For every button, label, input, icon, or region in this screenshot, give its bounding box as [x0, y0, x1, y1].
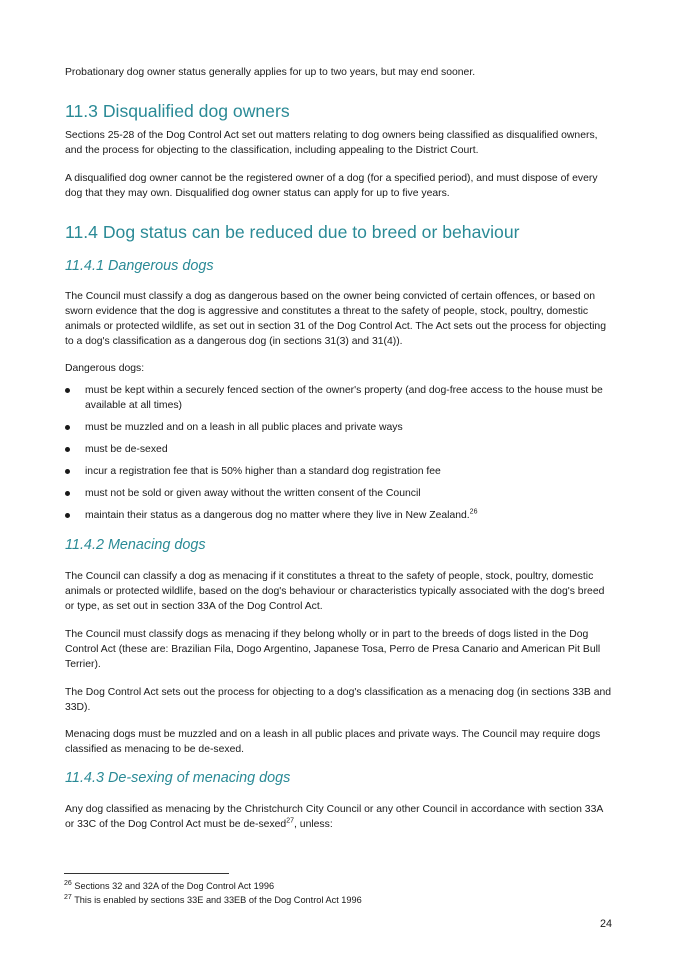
- dangerous-dogs-list: [64, 383, 612, 523]
- footnote-number: 26: [64, 879, 72, 887]
- paragraph-text-end: , unless:: [294, 819, 333, 830]
- list-item-text: must be muzzled and on a leash in all public places and private ways: [85, 422, 403, 433]
- footnote: [64, 880, 274, 892]
- list-item: [64, 442, 612, 457]
- paragraph-11-4-2-1: The Council can classify a dog as menacing if it constitutes a threat to the safety of people, stock, poultry, domestic animals or protected wildlife, based on the dog's behaviour or characteristics typically associated with the dog's breed or type, as set out in section 33A of the Dog Control Act.: [65, 571, 605, 612]
- list-item: [64, 383, 612, 413]
- paragraph-11-4-2-3: The Dog Control Act sets out the process for objecting to a dog's classification as a menacing dog (in sections 33B and 33D).: [65, 687, 612, 713]
- subheading-11-4-2: 11.4.2 Menacing dogs: [65, 537, 206, 553]
- footnote-number: 27: [64, 893, 72, 901]
- footnote-divider: [64, 873, 229, 874]
- list-item-text: must not be sold or given away without the written consent of the Council: [85, 488, 421, 499]
- page-number: 24: [599, 918, 612, 930]
- footnote-text: Sections 32 and 32A of the Dog Control Act 1996: [74, 881, 275, 891]
- list-item-text: maintain their status as a dangerous dog no matter where they live in New Zealand.: [85, 510, 470, 521]
- list-item: [64, 420, 612, 435]
- footnote-ref[interactable]: 27: [286, 817, 295, 825]
- intro-paragraph: Probationary dog owner status generally applies for up to two years, but may end sooner.: [65, 67, 476, 78]
- footnote-ref[interactable]: 26: [469, 508, 478, 516]
- list-item: [64, 508, 612, 523]
- paragraph-11-4-2-2: The Council must classify dogs as menacing if they belong wholly or in part to the breeds of dogs listed in the Dog Control Act (these are: Brazilian Fila, Dogo Argentino, Japanese Tosa, Perro de Presa Canario and American Pit Bull Terrier).: [65, 629, 601, 670]
- paragraph-11-4-1: The Council must classify a dog as dangerous based on the owner being convicted of certain offences, or based on sworn evidence that the dog is aggressive and constitutes a threat to the safety of people, stock, poultry, domestic animals or protected wildlife, as set out in section 31 of the Dog Control Act. The Act sets out the process for objecting to a dog's classification as a dangerous dog (in sections 31(3) and 31(4)).: [65, 291, 606, 347]
- subheading-11-4-1: 11.4.1 Dangerous dogs: [65, 258, 214, 274]
- footnote: [64, 894, 362, 906]
- list-intro: Dangerous dogs:: [65, 363, 145, 374]
- section-heading-11-4: 11.4 Dog status can be reduced due to breed or behaviour: [65, 222, 520, 242]
- list-item: [64, 464, 612, 479]
- section-heading-11-3: 11.3 Disqualified dog owners: [65, 101, 290, 121]
- paragraph-text: Any dog classified as menacing by the Christchurch City Council or any other Council in accordance with section 33A or 33C of the Dog Control Act must be de-sexed: [65, 804, 603, 830]
- paragraph-11-4-2-4: Menacing dogs must be muzzled and on a leash in all public places and private ways. The Council may require dogs classified as menacing to be de-sexed.: [65, 729, 601, 755]
- subheading-11-4-3: 11.4.3 De-sexing of menacing dogs: [65, 770, 291, 786]
- paragraph-11-4-3: [65, 802, 613, 832]
- list-item: [64, 486, 612, 501]
- paragraph-11-3-2: A disqualified dog owner cannot be the registered owner of a dog (for a specified period), and must dispose of every dog that they may own. Disqualified dog owner status can apply for up to five years.: [65, 173, 598, 199]
- list-item-text: must be de-sexed: [85, 444, 168, 455]
- footnote-text: This is enabled by sections 33E and 33EB of the Dog Control Act 1996: [74, 895, 362, 905]
- list-item-text: incur a registration fee that is 50% higher than a standard dog registration fee: [85, 466, 441, 477]
- paragraph-11-3-1: Sections 25-28 of the Dog Control Act set out matters relating to dog owners being classified as disqualified owners, and the process for objecting to the classification, including appealing to the District Court.: [65, 130, 598, 156]
- list-item-text: must be kept within a securely fenced section of the owner's property (and dog-free access to the house must be available at all times): [85, 385, 603, 411]
